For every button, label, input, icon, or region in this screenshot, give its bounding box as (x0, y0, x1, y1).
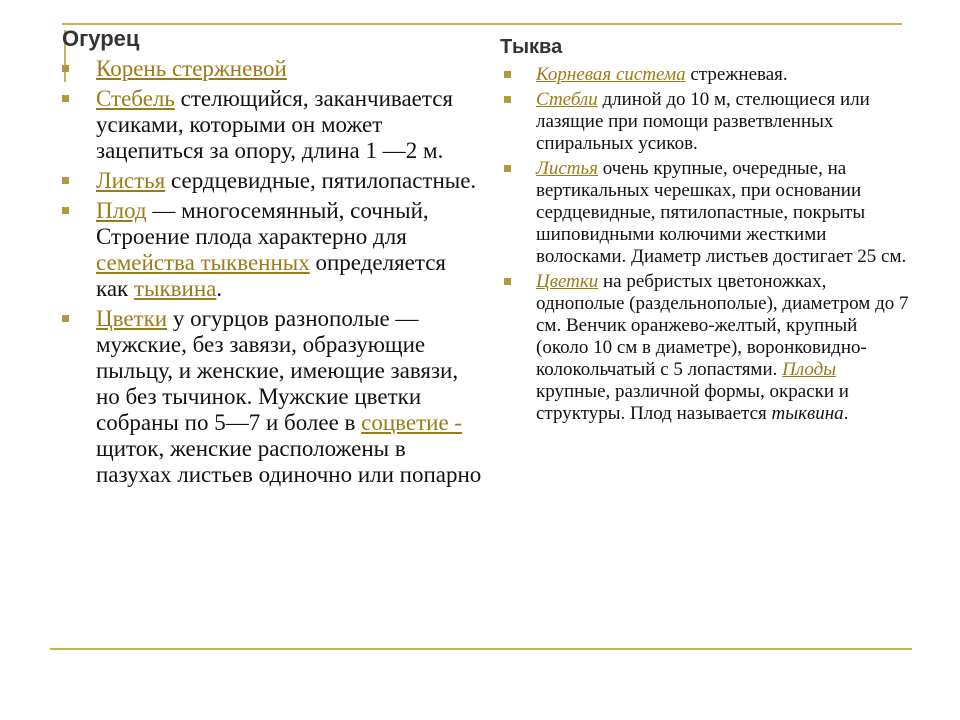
leaves-text: очень крупные, очередные, на вертикальных черешках, при основании сердцевидные, пятилопастные, покрыты шиповидными колючими жесткими волосками. Диаметр листьев достигает 25 см. (536, 158, 907, 267)
flowers-text: на ребристых цветоножках, однополые (раздельнополые), диаметром до 7 см. Венчик оранжево-желтый, крупный (около 10 см в диаметре), воронковидно-колокольчатый с 5 лопастями. (536, 271, 909, 380)
cucumber-column (62, 24, 482, 492)
fruit-link[interactable]: Плод (96, 198, 147, 223)
pepo-italic-text: тыквина (771, 403, 844, 424)
list-item (500, 158, 910, 268)
fruit-text: — многосемянный, сочный, Строение плода характерно для (96, 198, 429, 249)
root-link[interactable]: Корень стержневой (96, 56, 287, 81)
flowers-link[interactable]: Цветки (536, 271, 599, 292)
list-item (62, 306, 482, 488)
list-item (62, 56, 482, 82)
square-bullet-icon (62, 315, 69, 322)
fruits-text: крупные, различной формы, окраски и структуры. Плод называется (536, 381, 849, 424)
flowers-link[interactable]: Цветки (96, 306, 168, 331)
list-item (500, 271, 910, 425)
stems-text: длиной до 10 м, стелющиеся или лазящие при помощи разветвленных спиральных усиков. (536, 89, 870, 154)
fruits-link[interactable]: Плоды (782, 359, 837, 380)
leaves-text: сердцевидные, пятилопастные. (165, 168, 477, 193)
fruits-text-end: . (843, 403, 849, 424)
square-bullet-icon (62, 95, 69, 102)
pumpkin-title: Тыква (500, 36, 563, 58)
list-item (500, 89, 910, 155)
square-bullet-icon (62, 177, 69, 184)
fruit-text-3: . (216, 276, 223, 301)
list-item (62, 86, 482, 164)
stem-text: стелющийся, заканчивается усиками, которыми он может зацепиться за опору, длина 1 —2 м. (96, 86, 453, 163)
square-bullet-icon (62, 65, 69, 72)
square-bullet-icon (504, 278, 511, 285)
list-item (500, 64, 910, 86)
inflorescence-link[interactable]: соцветие - (361, 410, 463, 435)
flowers-text-2: щиток, женские расположены в пазухах листьев одиночно или попарно (96, 436, 482, 487)
fruit-text-2: определяется как (96, 250, 446, 301)
pumpkin-column (500, 34, 910, 428)
stems-link[interactable]: Стебли (536, 89, 598, 110)
cucumber-title: Огурец (62, 26, 140, 51)
pumpkin-list (500, 64, 910, 425)
cucumber-list (62, 56, 482, 488)
list-item (62, 168, 482, 194)
square-bullet-icon (62, 207, 69, 214)
bottom-divider-line (50, 648, 912, 650)
root-system-link[interactable]: Корневая система (536, 64, 686, 85)
stem-link[interactable]: Стебель (96, 86, 175, 111)
square-bullet-icon (504, 71, 511, 78)
family-link[interactable]: семейства тыквенных (96, 250, 310, 275)
leaves-link[interactable]: Листья (536, 158, 599, 179)
pepo-link[interactable]: тыквина (133, 276, 217, 301)
root-system-text: стрежневая. (685, 64, 788, 85)
square-bullet-icon (504, 165, 511, 172)
square-bullet-icon (504, 96, 511, 103)
leaves-link[interactable]: Листья (96, 168, 166, 193)
flowers-text: у огурцов разнополые — мужские, без завязи, образующие пыльцу, и женские, имеющие завязи, но без тычинок. Мужские цветки собраны по 5—7 и более в (96, 306, 459, 435)
list-item (62, 198, 482, 302)
